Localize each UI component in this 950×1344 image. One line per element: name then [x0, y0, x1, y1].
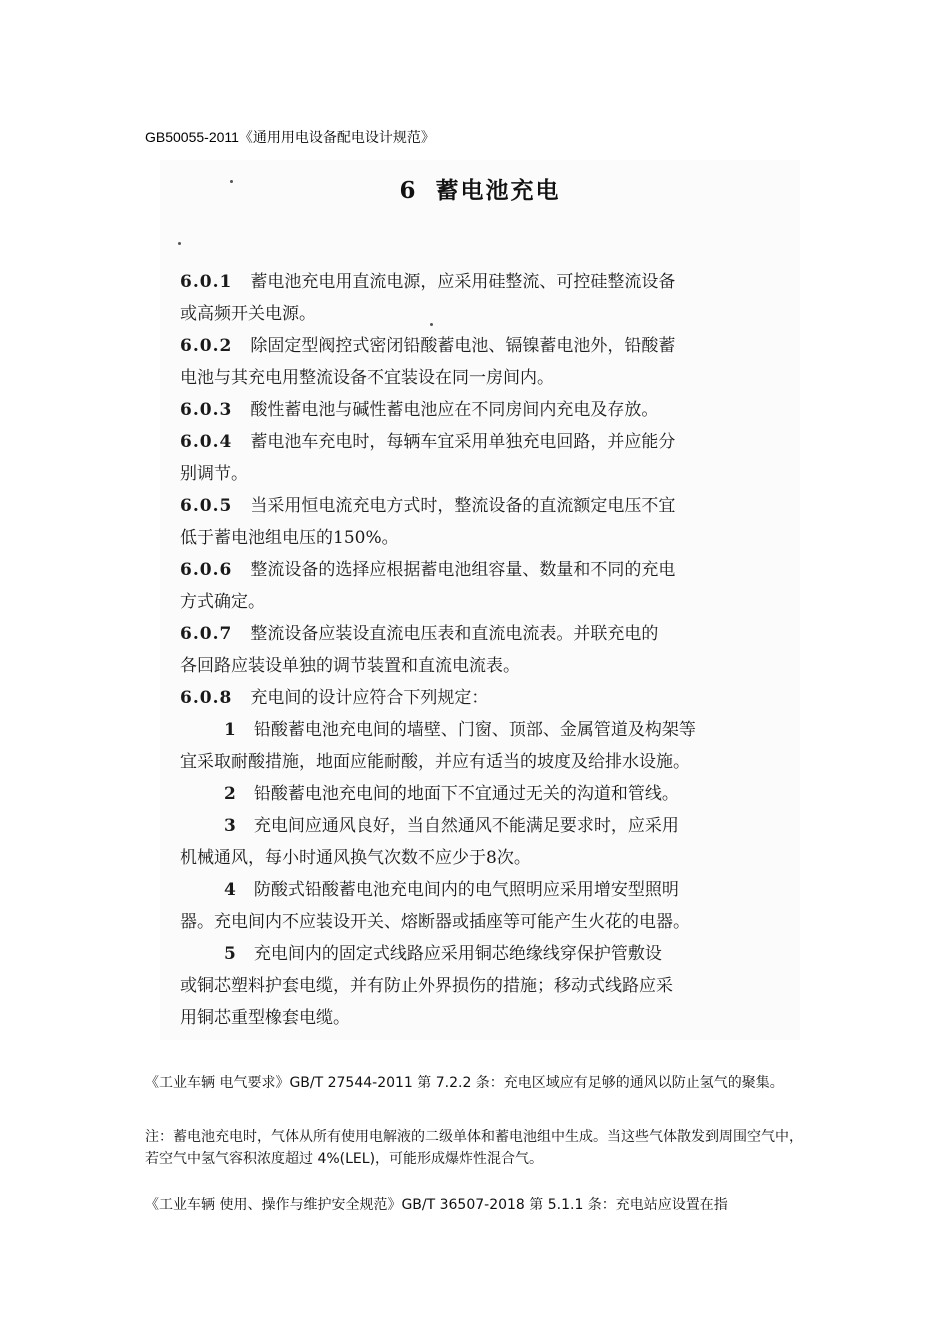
clause-line	[180, 618, 780, 650]
clause-number: 6.0.6	[180, 560, 233, 580]
clause-text: 机械通风，每小时通风换气次数不应少于8次。	[180, 848, 531, 868]
footer-note: 注：蓄电池充电时，气体从所有使用电解液的二级单体和蓄电池组中生成。当这些气体散发到周围空气中，若空气中氢气容积浓度超过 4%(LEL)，可能形成爆炸性混合气。	[145, 1129, 803, 1167]
clause-text: 除固定型阀控式密闭铅酸蓄电池、镉镍蓄电池外，铅酸蓄	[250, 336, 676, 356]
chapter-heading	[160, 172, 800, 205]
clause-text: 整流设备的选择应根据蓄电池组容量、数量和不同的充电	[250, 560, 676, 580]
clause-line	[180, 490, 780, 522]
clause-text: 铅酸蓄电池充电间的墙壁、门窗、顶部、金属管道及构架等	[253, 720, 696, 740]
clause-text: 用铜芯重型橡套电缆。	[180, 1008, 350, 1028]
clause-line	[180, 426, 780, 458]
document-title: GB50055-2011《通用用电设备配电设计规范》	[145, 129, 435, 145]
clause-number: 6.0.1	[180, 272, 233, 292]
clause-line	[180, 362, 780, 394]
clause-line	[180, 522, 780, 554]
clause-line	[180, 458, 780, 490]
clause-line	[180, 746, 780, 778]
clause-text: 或高频开关电源。	[180, 304, 316, 324]
clause-line	[180, 682, 780, 714]
clause-number: 6.0.5	[180, 496, 233, 516]
clause-list	[180, 266, 780, 1034]
clause-text: 低于蓄电池组电压的150%。	[180, 528, 399, 548]
clause-text: 充电间应通风良好，当自然通风不能满足要求时，应采用	[253, 816, 679, 836]
item-number: 5	[224, 944, 236, 964]
clause-number: 6.0.2	[180, 336, 233, 356]
clause-line	[180, 810, 780, 842]
clause-text: 当采用恒电流充电方式时，整流设备的直流额定电压不宜	[250, 496, 676, 516]
clause-number: 6.0.8	[180, 688, 233, 708]
item-number: 2	[224, 784, 236, 804]
clause-line	[180, 650, 780, 682]
clause-line	[180, 394, 780, 426]
clause-line	[180, 970, 780, 1002]
clause-line	[180, 330, 780, 362]
scanned-excerpt-image	[160, 160, 800, 1040]
clause-text: 方式确定。	[180, 592, 265, 612]
clause-line	[180, 874, 780, 906]
clause-line	[180, 842, 780, 874]
clause-text: 铅酸蓄电池充电间的地面下不宜通过无关的沟道和管线。	[253, 784, 679, 804]
clause-text: 别调节。	[180, 464, 248, 484]
clause-line	[180, 938, 780, 970]
clause-text: 蓄电池车充电时，每辆车宜采用单独充电回路，并应能分	[250, 432, 676, 452]
chapter-number: 6	[399, 177, 418, 204]
clause-text: 各回路应装设单独的调节装置和直流电流表。	[180, 656, 520, 676]
item-number: 3	[224, 816, 236, 836]
clause-text: 电池与其充电用整流设备不宜装设在同一房间内。	[180, 368, 554, 388]
item-number: 1	[224, 720, 236, 740]
clause-text: 防酸式铅酸蓄电池充电间内的电气照明应采用增安型照明	[253, 880, 679, 900]
clause-line	[180, 554, 780, 586]
clause-text: 蓄电池充电用直流电源，应采用硅整流、可控硅整流设备	[250, 272, 676, 292]
clause-line	[180, 298, 780, 330]
clause-line	[180, 586, 780, 618]
clause-text: 整流设备应装设直流电压表和直流电流表。并联充电的	[250, 624, 659, 644]
chapter-title: 蓄电池充电	[435, 177, 561, 204]
scan-speck	[430, 323, 433, 326]
clause-line	[180, 778, 780, 810]
clause-text: 或铜芯塑料护套电缆，并有防止外界损伤的措施；移动式线路应采	[180, 976, 673, 996]
clause-line	[180, 714, 780, 746]
footer-paragraph-1: 《工业车辆 电气要求》GB/T 27544-2011 第 7.2.2 条：充电区域应有足够的通风以防止氢气的聚集。	[145, 1075, 784, 1091]
clause-number: 6.0.7	[180, 624, 233, 644]
clause-text: 充电间的设计应符合下列规定：	[250, 688, 489, 708]
item-number: 4	[224, 880, 236, 900]
clause-number: 6.0.4	[180, 432, 233, 452]
clause-text: 宜采取耐酸措施，地面应能耐酸，并应有适当的坡度及给排水设施。	[180, 752, 690, 772]
clause-line	[180, 266, 780, 298]
scan-speck	[230, 180, 233, 183]
clause-number: 6.0.3	[180, 400, 233, 420]
clause-line	[180, 1002, 780, 1034]
clause-line	[180, 906, 780, 938]
clause-text: 充电间内的固定式线路应采用铜芯绝缘线穿保护管敷设	[253, 944, 662, 964]
footer-paragraph-2: 《工业车辆 使用、操作与维护安全规范》GB/T 36507-2018 第 5.1.1 条：充电站应设置在指	[145, 1197, 728, 1213]
clause-text: 酸性蓄电池与碱性蓄电池应在不同房间内充电及存放。	[250, 400, 659, 420]
scan-speck	[178, 242, 181, 245]
clause-text: 器。充电间内不应装设开关、熔断器或插座等可能产生火花的电器。	[180, 912, 690, 932]
